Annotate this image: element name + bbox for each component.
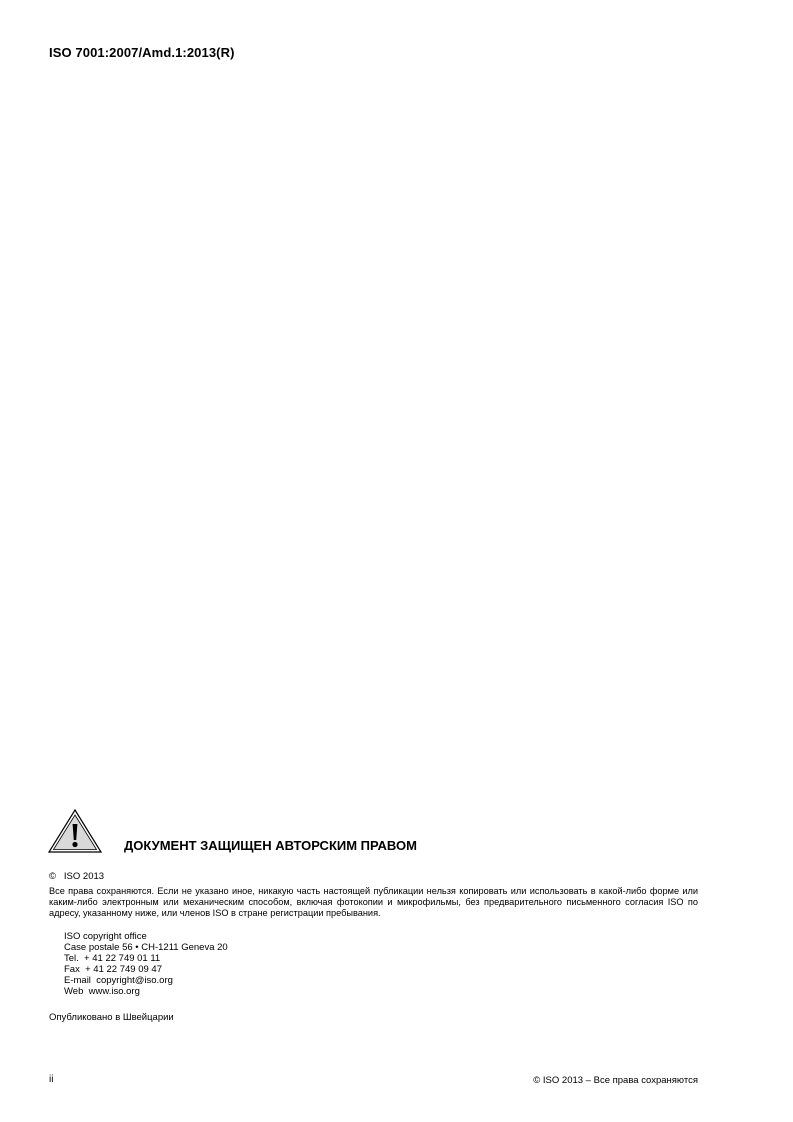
address-fax: Fax + 41 22 749 09 47 bbox=[64, 964, 162, 975]
address-email: E-mail copyright@iso.org bbox=[64, 975, 173, 986]
rights-paragraph: Все права сохраняются. Если не указано иное, никакую часть настоящей публикации нельзя копировать или использовать в какой-либо форме или каким-либо электронным или механическим способом, включая фотокопии и микрофильмы, без предварительного письменного согласия ISO по адресу, указанному ниже, или членов ISO в стране регистрации пребывания. bbox=[49, 886, 698, 918]
address-tel: Tel. + 41 22 749 01 11 bbox=[64, 953, 161, 964]
document-id-header: ISO 7001:2007/Amd.1:2013(R) bbox=[49, 45, 235, 60]
warning-triangle-icon bbox=[47, 808, 103, 854]
copyright-line: © ISO 2013 bbox=[49, 871, 105, 882]
iso-address-block bbox=[64, 931, 228, 997]
footer-copyright: © ISO 2013 – Все права сохраняются bbox=[533, 1075, 698, 1086]
page-number: ii bbox=[49, 1074, 54, 1085]
address-office: ISO copyright office bbox=[64, 931, 147, 942]
published-in-line: Опубликовано в Швейцарии bbox=[49, 1012, 174, 1023]
copyright-warning-title: ДОКУМЕНТ ЗАЩИЩЕН АВТОРСКИМ ПРАВОМ bbox=[124, 838, 417, 853]
address-postal: Case postale 56 • CH-1211 Geneva 20 bbox=[64, 942, 228, 953]
address-web: Web www.iso.org bbox=[64, 986, 140, 997]
copyright-warning-block bbox=[47, 808, 747, 854]
